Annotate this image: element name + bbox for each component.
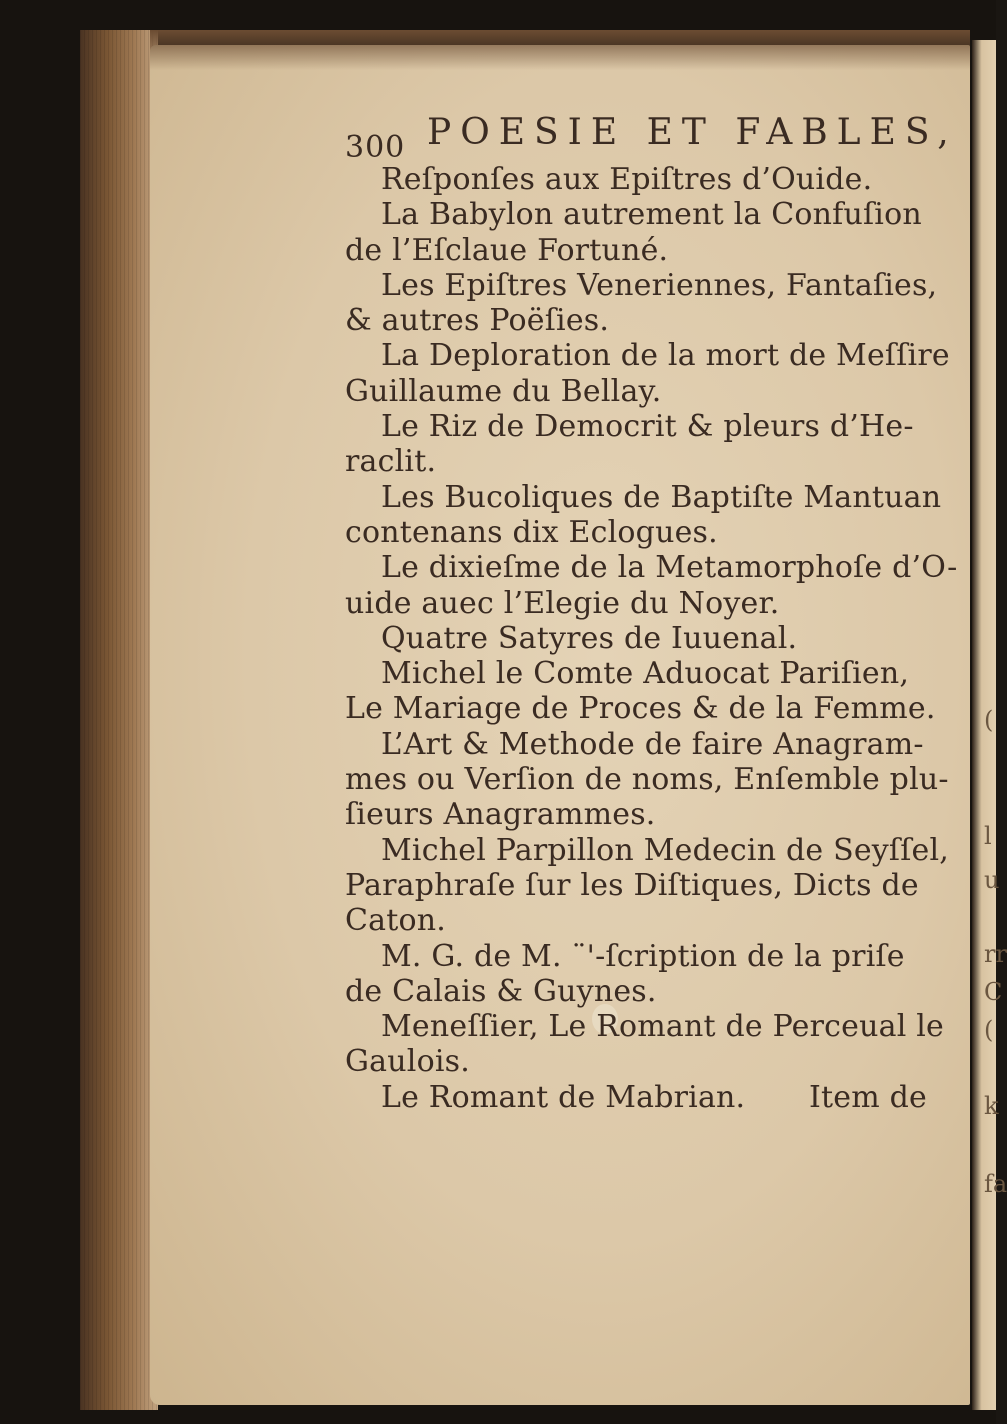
next-page-fragment: u <box>984 866 1000 894</box>
text-line: Caton. <box>345 903 447 939</box>
text-line: Le Mariage de Proces & de la Femme. <box>345 691 936 727</box>
next-page-fragment: l <box>984 822 992 850</box>
running-title: POESIE ET FABLES, <box>427 112 958 153</box>
text-line: Les Epiſtres Veneriennes, Fantaſies, <box>381 267 938 303</box>
text-line: Le dixieſme de la Metamorphoſe d’O- <box>381 550 958 586</box>
next-page-fragment: C <box>984 978 1003 1006</box>
page-header <box>345 110 958 165</box>
last-line-left: Le Romant de Mabrian. <box>381 1079 746 1115</box>
text-line: La Babylon autrement la Confuſion <box>381 197 922 233</box>
next-page-fragment: rr <box>984 940 1007 968</box>
text-line: Michel le Comte Aduocat Pariſien, <box>381 656 910 692</box>
text-line: Paraphraſe ſur les Diſtiques, Dicts de <box>345 867 919 903</box>
page-edge-texture <box>80 30 158 1410</box>
text-line: mes ou Verſion de noms, Enſemble plu- <box>345 762 949 798</box>
page-top-shadow <box>150 30 970 70</box>
text-line: Gaulois. <box>345 1044 470 1080</box>
page-text-block <box>345 110 958 1115</box>
text-line: uide auec l’Elegie du Noyer. <box>345 585 780 621</box>
catchword: Item de <box>808 1079 927 1115</box>
next-page-fragment: fa <box>984 1170 1007 1198</box>
text-line: Meneſſier, Le Romant de Perceual le <box>381 1009 944 1045</box>
text-line: Quatre Satyres de Iuuenal. <box>381 620 798 656</box>
next-page-fragment: ( <box>984 1016 994 1044</box>
text-line: Reſponſes aux Epiſtres d’Ouide. <box>381 162 873 197</box>
text-line: M. G. de M. ¨'-ſcription de la priſe <box>381 938 905 974</box>
text-line: ſieurs Anagrammes. <box>345 797 656 833</box>
text-line: raclit. <box>345 444 437 480</box>
text-line: Michel Parpillon Medecin de Seyſſel, <box>381 832 950 868</box>
text-line: L’Art & Methode de faire Anagram- <box>381 726 924 762</box>
next-page-fragment: k <box>984 1092 999 1120</box>
text-line: contenans dix Eclogues. <box>345 514 718 550</box>
next-page-fragment: ( <box>984 706 994 734</box>
text-line: Guillaume du Bellay. <box>345 373 662 409</box>
text-line: & autres Poëſies. <box>345 303 610 339</box>
page-number: 300 <box>345 130 406 165</box>
text-line: de l’Eſclaue Fortuné. <box>345 232 669 268</box>
text-line-last <box>345 1080 935 1115</box>
text-line: Le Riz de Democrit & pleurs d’He- <box>381 409 914 445</box>
text-line: de Calais & Guynes. <box>345 973 657 1009</box>
text-line: La Deploration de la mort de Meſſire <box>381 338 950 374</box>
text-line: Les Bucoliques de Baptiſte Mantuan <box>381 479 942 515</box>
